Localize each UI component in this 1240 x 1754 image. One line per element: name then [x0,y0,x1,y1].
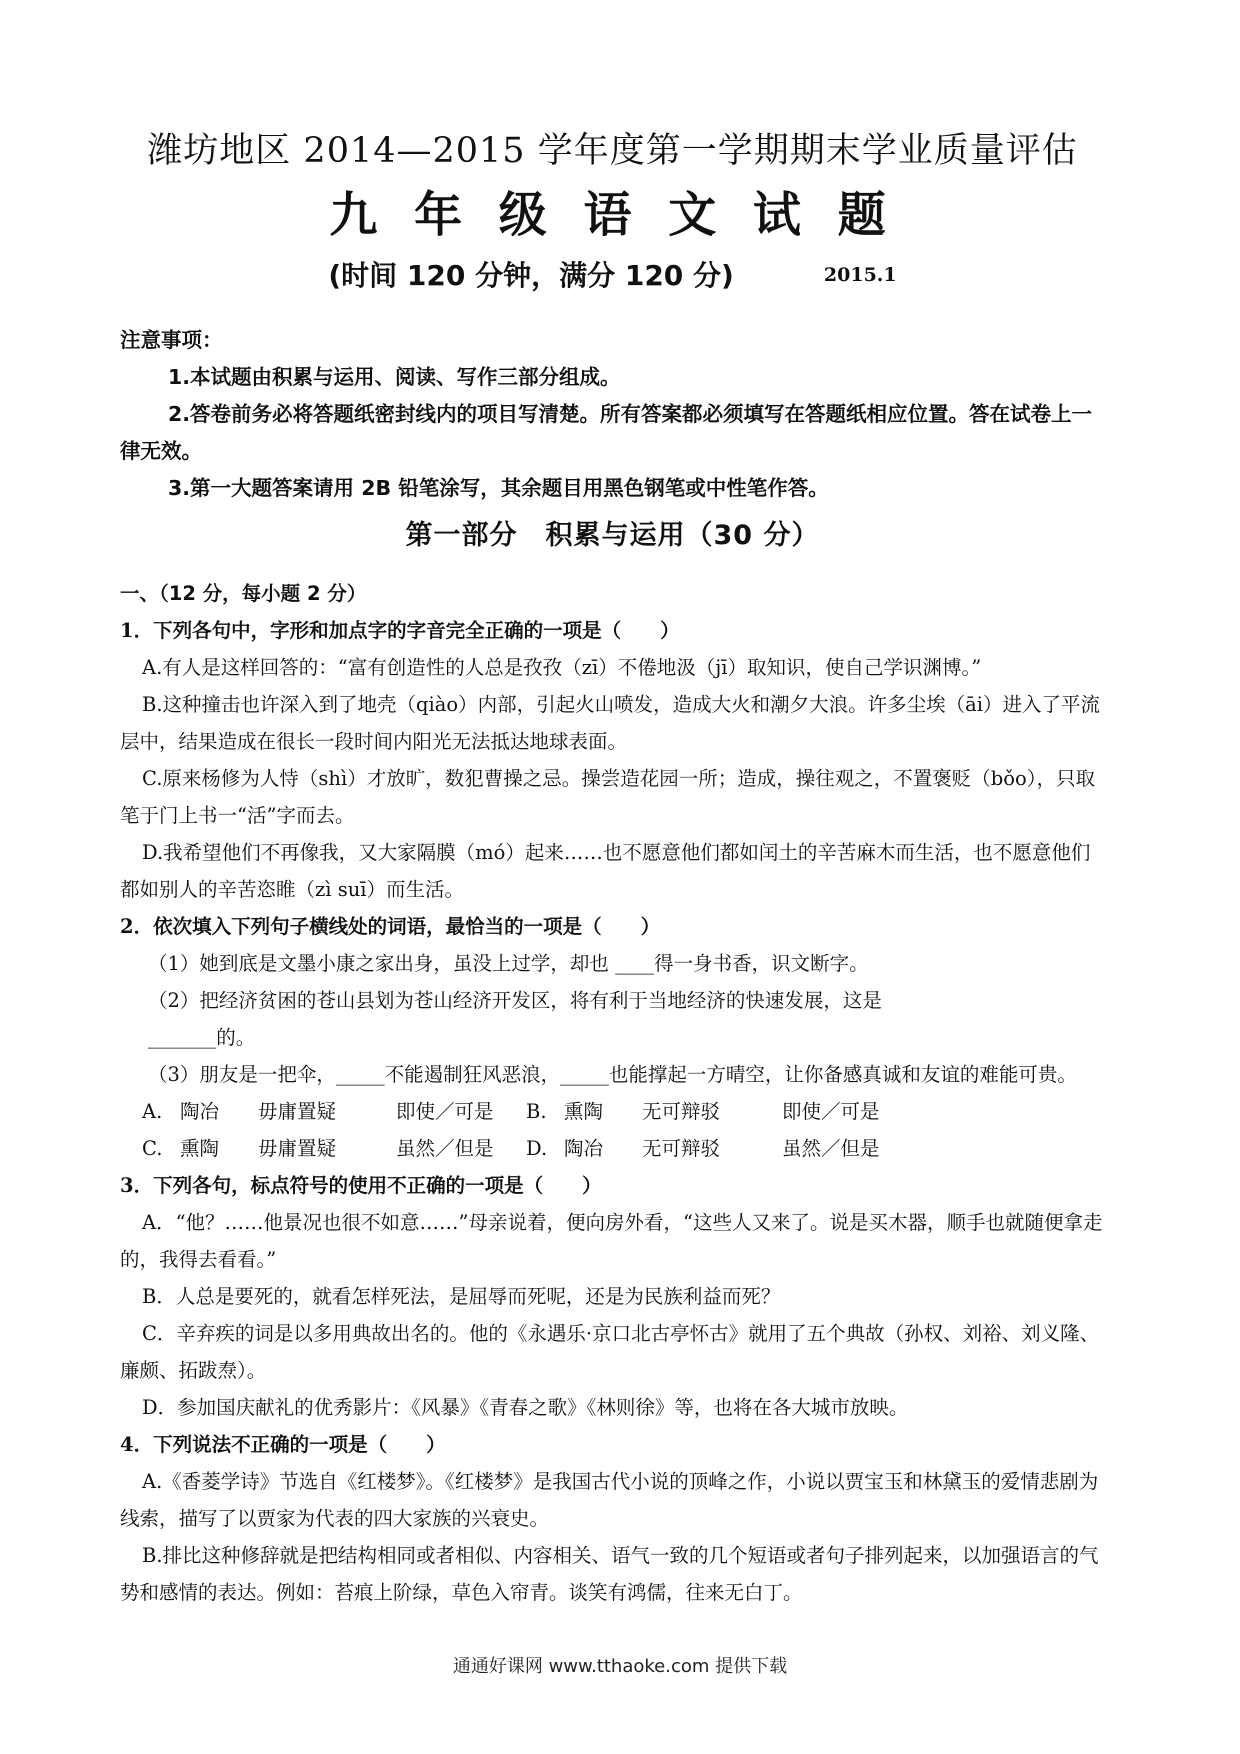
exam-date: 2015.1 [823,264,897,286]
question-4-option-a: A.《香菱学诗》节选自《红楼梦》。《红楼梦》是我国古代小说的顶峰之作，小说以贾宝玉和林黛玉的爱情悲剧为线索，描写了以贾家为代表的四大家族的兴衰史。 [120,1470,1099,1530]
question-1-option-d: D.我希望他们不再像我，又大家隔膜（mó）起来……也不愿意他们都如闰土的辛苦麻木而生活，也不愿意他们都如别人的辛苦恣睢（zì suī）而生活。 [120,841,1091,901]
option-letter: C. [142,1137,163,1160]
question-1-stem: 1．下列各句中，字形和加点字的字音完全正确的一项是（ ） [120,619,680,642]
exam-time-line [120,256,1105,296]
option-word: 毋庸置疑 [258,1100,337,1123]
notice-item: 2.答卷前务必将答题纸密封线内的项目写清楚。所有答案都必须填写在答题纸相应位置。答在试卷上一律无效。 [120,402,1093,463]
option-word: 即使／可是 [782,1100,880,1123]
question-2-sentence-2-cont: _______的。 [148,1026,256,1049]
section-one-heading: 一、（12 分，每小题 2 分） [120,582,367,605]
notice-item: 1.本试题由积累与运用、阅读、写作三部分组成。 [168,365,621,389]
option-letter: A. [142,1100,163,1123]
question-2-sentence-3: （3）朋友是一把伞，_____不能遏制狂风恶浪，_____也能撑起一方晴空，让你备感真诚和友谊的难能可贵。 [148,1063,1077,1086]
option-word: 毋庸置疑 [258,1137,337,1160]
question-2-sentence-2: （2）把经济贫困的苍山县划为苍山经济开发区，将有利于当地经济的快速发展，这是 [148,989,882,1012]
question-3-stem: 3．下列各句，标点符号的使用不正确的一项是（ ） [120,1174,602,1197]
question-3-option-d: D．参加国庆献礼的优秀影片：《风暴》《青春之歌》《林则徐》等，也将在各大城市放映。 [142,1396,909,1419]
part-one-title [120,511,1105,561]
option-word: 虽然／但是 [396,1137,494,1160]
question-3-option-a: A．“他？……他景况也很不如意……”母亲说着，便向房外看，“这些人又来了。说是买木器，顺手也就随便拿走的，我得去看看。” [120,1211,1103,1271]
page-footer: 通通好课网 www.tthaoke.com 提供下载 [452,1656,788,1677]
option-word: 陶冶 [180,1100,220,1123]
option-letter: B. [526,1100,547,1123]
notice-section [120,322,1105,507]
exam-main-title: 九 年 级 语 文 试 题 [329,187,896,243]
question-2-options-cd [120,1130,1105,1167]
option-letter: D. [526,1137,548,1160]
question-1-option-b: B.这种撞击也许深入到了地壳（qiào）内部，引起火山喷发，造成大火和潮夕大浪。许多尘埃（āi）进入了平流层中，结果造成在很长一段时间内阳光无法抵达地球表面。 [120,693,1100,753]
question-2-options-ab [120,1093,1105,1130]
part-one-name: 积累与运用（30 分） [545,520,820,551]
option-word: 即使／可是 [396,1100,494,1123]
option-word: 虽然／但是 [782,1137,880,1160]
notice-heading: 注意事项： [120,328,223,352]
question-1-option-c: C.原来杨修为人恃（shì）才放旷，数犯曹操之忌。操尝造花园一所；造成，操往观之，不置褒贬（bǒo），只取笔于门上书一“活”字而去。 [120,767,1095,827]
exam-header-title: 潍坊地区 2014—2015 学年度第一学期期末学业质量评估 [147,131,1078,171]
question-3-option-b: B．人总是要死的，就看怎样死法，是屈辱而死呢，还是为民族利益而死？ [142,1285,781,1308]
question-4-stem: 4．下列说法不正确的一项是（ ） [120,1433,446,1456]
option-word: 熏陶 [180,1137,220,1160]
option-word: 无可辩驳 [642,1137,721,1160]
exam-time-info: (时间 120 分钟，满分 120 分) [328,259,734,292]
question-1-option-a: A.有人是这样回答的：“富有创造性的人总是孜孜（zī）不倦地汲（jī）取知识，使自己学识渊博。” [142,656,982,679]
option-word: 熏陶 [564,1100,604,1123]
question-3-option-c: C．辛弃疾的词是以多用典故出名的。他的《永遇乐·京口北古亭怀古》就用了五个典故（孙权、刘裕、刘义隆、廉颇、拓跋焘）。 [120,1322,1100,1382]
notice-item: 3.第一大题答案请用 2B 铅笔涂写，其余题目用黑色钢笔或中性笔作答。 [168,476,829,500]
option-word: 无可辩驳 [642,1100,721,1123]
questions-body [120,575,1105,1611]
option-word: 陶冶 [564,1137,604,1160]
question-2-stem: 2．依次填入下列句子横线处的词语，最恰当的一项是（ ） [120,915,661,938]
question-4-option-b: B.排比这种修辞就是把结构相同或者相似、内容相关、语气一致的几个短语或者句子排列起来，以加强语言的气势和感情的表达。例如：苔痕上阶绿，草色入帘青。谈笑有鸿儒，往来无白丁。 [120,1544,1099,1604]
question-2-sentence-1: （1）她到底是文墨小康之家出身，虽没上过学，却也 ____得一身书香，识文断字。 [148,952,869,975]
part-one-label: 第一部分 [405,520,518,551]
